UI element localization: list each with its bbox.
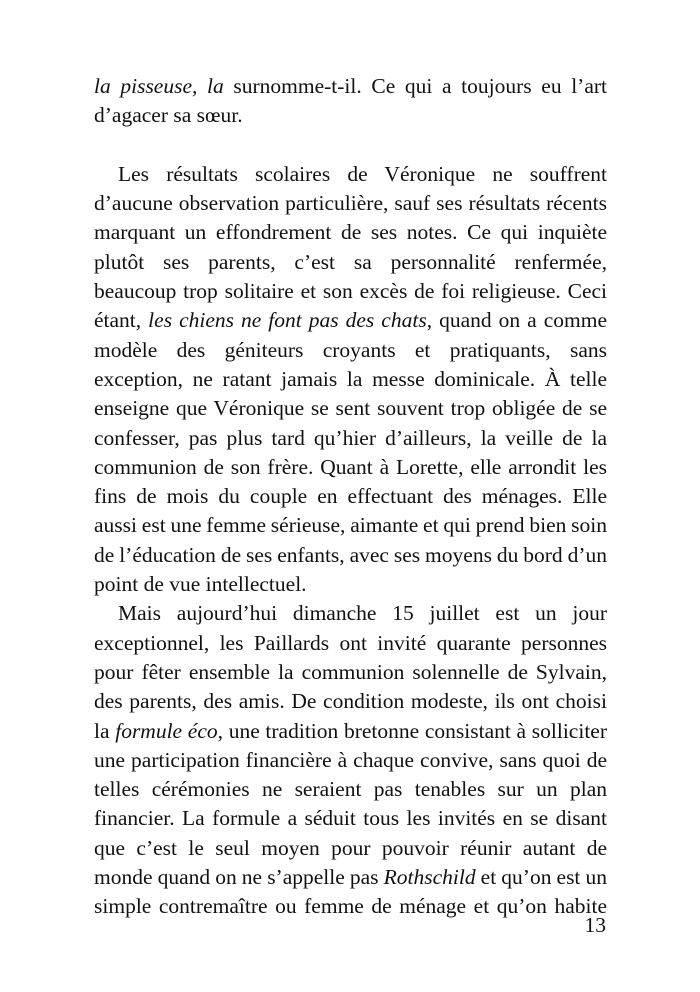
text-line: monde quand on ne s’appelle pas Rothschild et qu’on est un <box>94 865 607 890</box>
text-line: Mais aujourd’hui dimanche 15 juillet est un jour <box>118 601 607 626</box>
text-line: que c’est le seul moyen pour pouvoir réunir autant de <box>94 835 607 860</box>
text-line: point de vue intellectuel. <box>94 572 307 597</box>
page-body <box>94 72 607 922</box>
text-line: la formule éco, une tradition bretonne consistant à solliciter <box>94 718 607 743</box>
italic-phrase: formule éco <box>115 718 218 743</box>
text-line: marquant un effondrement de ses notes. Ce qui inquiète <box>94 220 607 245</box>
text-line: d’aucune observation particulière, sauf ses résultats récents <box>94 191 607 216</box>
text-line: confesser, pas plus tard qu’hier d’ailleurs, la veille de la <box>94 425 607 450</box>
text-line: pour fêter ensemble la communion solennelle de Sylvain, <box>94 659 607 684</box>
paragraph-2 <box>94 160 607 599</box>
text-line: exceptionnel, les Paillards ont invité quarante personnes <box>94 630 607 655</box>
text-line: étant, les chiens ne font pas des chats, quand on a comme <box>94 308 607 333</box>
text-line: enseigne que Véronique se sent souvent trop obligée de se <box>94 396 607 421</box>
text-line: des parents, des amis. De condition modeste, ils ont choisi <box>94 689 607 714</box>
italic-phrase: Rothschild <box>383 865 476 890</box>
text-line: modèle des géniteurs croyants et pratiquants, sans <box>94 337 607 362</box>
text-line: communion de son frère. Quant à Lorette, elle arrondit les <box>94 454 607 479</box>
page-number: 13 <box>584 913 606 937</box>
text-line: simple contremaître ou femme de ménage et qu’on habite <box>94 894 607 919</box>
text-line: telles cérémonies ne seraient pas tenables sur un plan <box>94 777 607 802</box>
text-line: Les résultats scolaires de Véronique ne souffrent <box>118 161 607 186</box>
text-line: fins de mois du couple en effectuant des ménages. Elle <box>94 484 607 509</box>
text-line: une participation financière à chaque convive, sans quoi de <box>94 747 607 772</box>
text-line: plutôt ses parents, c’est sa personnalité renfermée, <box>94 249 607 274</box>
italic-phrase: les chiens ne font pas des chats <box>148 308 427 333</box>
paragraph-gap <box>94 131 607 160</box>
text-line: la pisseuse, la surnomme-t-il. Ce qui a toujours eu l’art <box>94 74 608 98</box>
text-line: d’agacer sa sœur. <box>94 103 243 128</box>
text-line: exception, ne ratant jamais la messe dominicale. À telle <box>94 366 607 391</box>
paragraph-1 <box>94 72 607 131</box>
text-line: financier. La formule a séduit tous les invités en se disant <box>94 806 607 831</box>
italic-phrase: la pisseuse, la <box>94 74 224 98</box>
text-line: aussi est une femme sérieuse, aimante et qui prend bien soin <box>94 513 607 538</box>
paragraph-3 <box>94 599 607 921</box>
text-line: de l’éducation de ses enfants, avec ses moyens du bord d’un <box>94 542 607 567</box>
text-line: beaucoup trop solitaire et son excès de foi religieuse. Ceci <box>94 279 607 304</box>
